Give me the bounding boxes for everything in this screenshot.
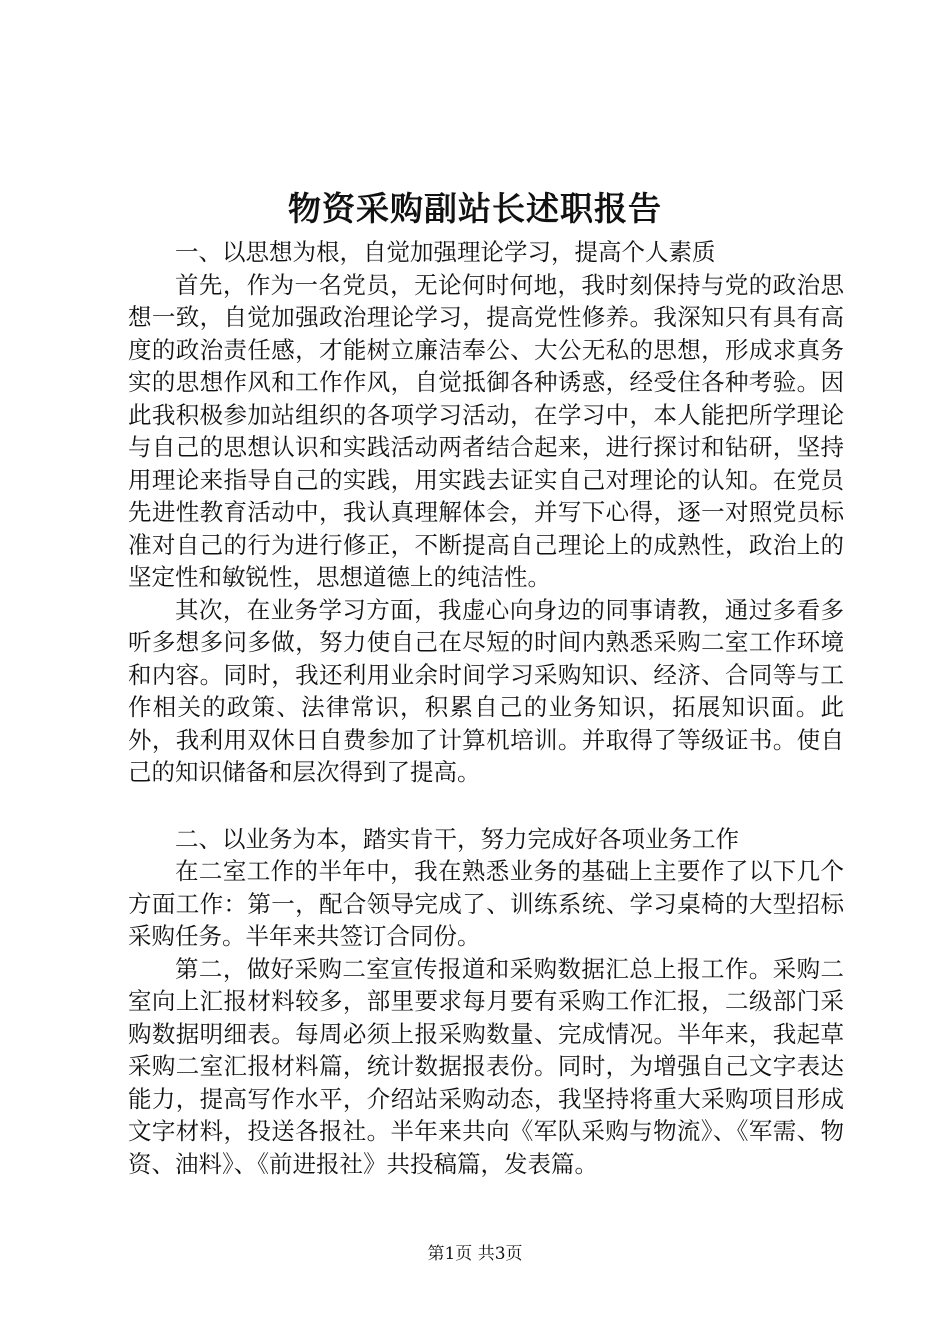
section-heading-1: 一、以思想为根，自觉加强理论学习，提高个人素质 [175, 238, 716, 266]
section-2-paragraph: 第二，做好采购二室宣传报道和采购数据汇总上报工作。采购二室向上汇报材料较多，部里要求每月要有采购工作汇报，二级部门采购数据明细表。每周必须上报采购数量、完成情况。半年来，我起草采购二室汇报材料篇，统计数据报表份。同时，为增强自己文字表达能力，提高写作水平，介绍站采购动态，我坚持将重大采购项目形成文字材料，投送各报社。半年来共向《军队采购与物流》、《军需、物资、油料》、《前进报社》共投稿篇，发表篇。 [128, 954, 844, 1178]
document-body [128, 236, 844, 1180]
section-heading-2: 二、以业务为本，踏实肯干，努力完成好各项业务工作 [175, 824, 739, 853]
document-title: 物资采购副站长述职报告 [288, 189, 662, 228]
section-gap [128, 789, 844, 823]
page-number-footer: 第1页 共3页 [427, 1244, 523, 1264]
section-1-paragraph: 首先，作为一名党员，无论何时何地，我时刻保持与党的政治思想一致，自觉加强政治理论学习，提高党性修养。我深知只有具有高度的政治责任感，才能树立廉洁奉公、大公无私的思想，形成求真务实的思想作风和工作作风，自觉抵御各种诱惑，经受住各种考验。因此我积极参加站组织的各项学习活动，在学习中，本人能把所学理论与自己的思想认识和实践活动两者结合起来，进行探讨和钻研，坚持用理论来指导自己的实践，用实践去证实自己对理论的认知。在党员先进性教育活动中，我认真理解体会，并写下心得，逐一对照党员标准对自己的行为进行修正，不断提高自己理论上的成熟性，政治上的坚定性和敏锐性，思想道德上的纯洁性。 [128, 270, 844, 591]
section-1-paragraph: 其次，在业务学习方面，我虚心向身边的同事请教，通过多看多听多想多问多做，努力使自己在尽短的时间内熟悉采购二室工作环境和内容。同时，我还利用业余时间学习采购知识、经济、合同等与工作相关的政策、法律常识，积累自己的业务知识，拓展知识面。此外，我利用双休日自费参加了计算机培训。并取得了等级证书。使自己的知识储备和层次得到了提高。 [128, 595, 844, 786]
section-2-paragraph: 在二室工作的半年中，我在熟悉业务的基础上主要作了以下几个方面工作：第一，配合领导完成了、训练系统、学习桌椅的大型招标采购任务。半年来共签订合同份。 [128, 857, 844, 950]
